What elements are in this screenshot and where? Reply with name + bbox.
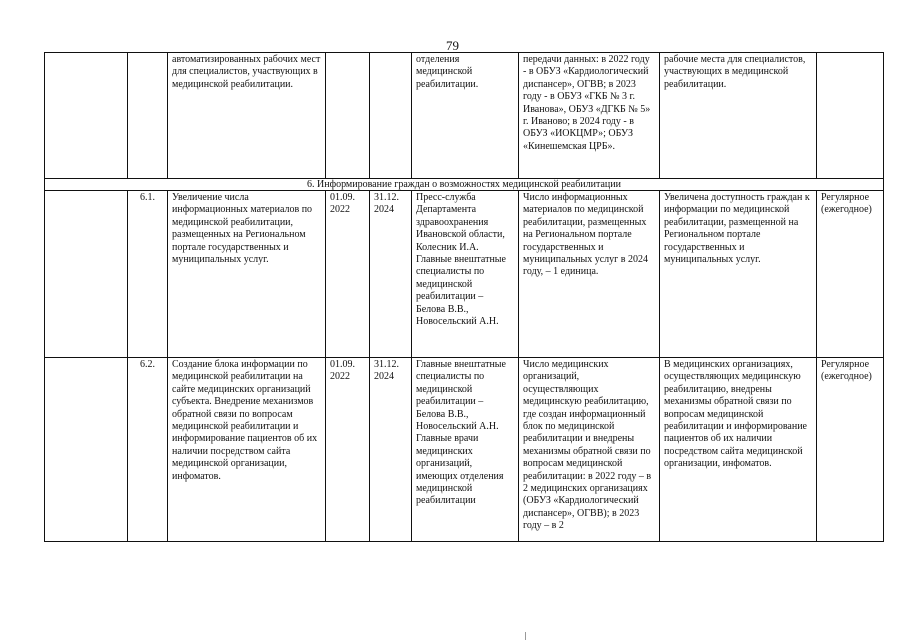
- scan-mark: [525, 632, 526, 640]
- activity-cell: Создание блока информации по медицинской реабилитации на сайте медицинских организаций субъекта. Внедрение механизмов обратной связи по вопросам медицинской реабилитации и информирование пациентов об их наличии посредством сайта медицинской организации, инфоматов.: [168, 358, 326, 542]
- row-number: 6.1.: [128, 191, 168, 358]
- indicator-cell: Число информационных материалов по медицинской реабилитации, размещенных на Региональном портале государственных и муниципальных услуг в 2024 году, – 1 единица.: [519, 191, 660, 358]
- result-cell: В медицинских организациях, осуществляющих медицинскую реабилитацию, внедрены механизмы обратной связи по вопросам медицинской реабилитации и информирование пациентов об их наличии посредством сайта медицинской организации, инфоматов.: [660, 358, 817, 542]
- table-row: [45, 358, 884, 542]
- indicator-cell: передачи данных: в 2022 году - в ОБУЗ «Кардиологический диспансер», ОГВВ; в 2023 году - в ОБУЗ «ГКБ № 3 г. Иванова», ОБУЗ «ДГКБ № 5» г. Иваново; в 2024 году - в ОБУЗ «ИОКЦМР»; ОБУЗ «Кинешемская ЦРБ».: [519, 53, 660, 179]
- blank-cell: [45, 53, 128, 179]
- blank-cell: [45, 358, 128, 542]
- responsible-cell: Главные внештатные специалисты по медицинской реабилитации – Белова В.В., Новосельский А.Н. Главные врачи медицинских организаций, имеющих отделения медицинской реабилитации: [412, 358, 519, 542]
- page-number: 79: [446, 38, 459, 53]
- row-number: [128, 53, 168, 179]
- result-cell: рабочие места для специалистов, участвующих в медицинской реабилитации.: [660, 53, 817, 179]
- table-row: [45, 191, 884, 358]
- table-row-continuation: [45, 53, 884, 179]
- periodicity-cell: [817, 53, 884, 179]
- responsible-cell: Пресс-служба Департамента здравоохранения Ивановской области, Колесник И.А. Главные внештатные специалисты по медицинской реабилитации – Белова В.В., Новосельский А.Н.: [412, 191, 519, 358]
- end-date-cell: 31.12. 2024: [370, 191, 412, 358]
- indicator-cell: Число медицинских организаций, осуществляющих медицинскую реабилитацию, где создан информационный блок по медицинской реабилитации и внедрены механизмы обратной связи по вопросам медицинской реабилитации: в 2022 году – в 2 медицинских организациях (ОБУЗ «Кардиологический диспансер», ОГВВ); в 2023 году – в 2: [519, 358, 660, 542]
- section-title: 6. Информирование граждан о возможностях медицинской реабилитации: [45, 179, 884, 191]
- action-plan-table: [44, 52, 884, 542]
- activity-cell: Увеличение числа информационных материалов по медицинской реабилитации, размещенных на Региональном портале государственных и муниципальных услуг.: [168, 191, 326, 358]
- blank-cell: [45, 191, 128, 358]
- start-date-cell: 01.09. 2022: [326, 191, 370, 358]
- activity-cell: автоматизированных рабочих мест для специалистов, участвующих в медицинской реабилитации.: [168, 53, 326, 179]
- section-header-row: [45, 179, 884, 191]
- periodicity-cell: Регулярное (ежегодное): [817, 191, 884, 358]
- start-date-cell: 01.09. 2022: [326, 358, 370, 542]
- end-date-cell: 31.12. 2024: [370, 358, 412, 542]
- responsible-cell: отделения медицинской реабилитации.: [412, 53, 519, 179]
- result-cell: Увеличена доступность граждан к информации по медицинской реабилитации, размещенной на Региональном портале государственных и муниципальных услуг.: [660, 191, 817, 358]
- periodicity-cell: Регулярное (ежегодное): [817, 358, 884, 542]
- start-date-cell: [326, 53, 370, 179]
- end-date-cell: [370, 53, 412, 179]
- row-number: 6.2.: [128, 358, 168, 542]
